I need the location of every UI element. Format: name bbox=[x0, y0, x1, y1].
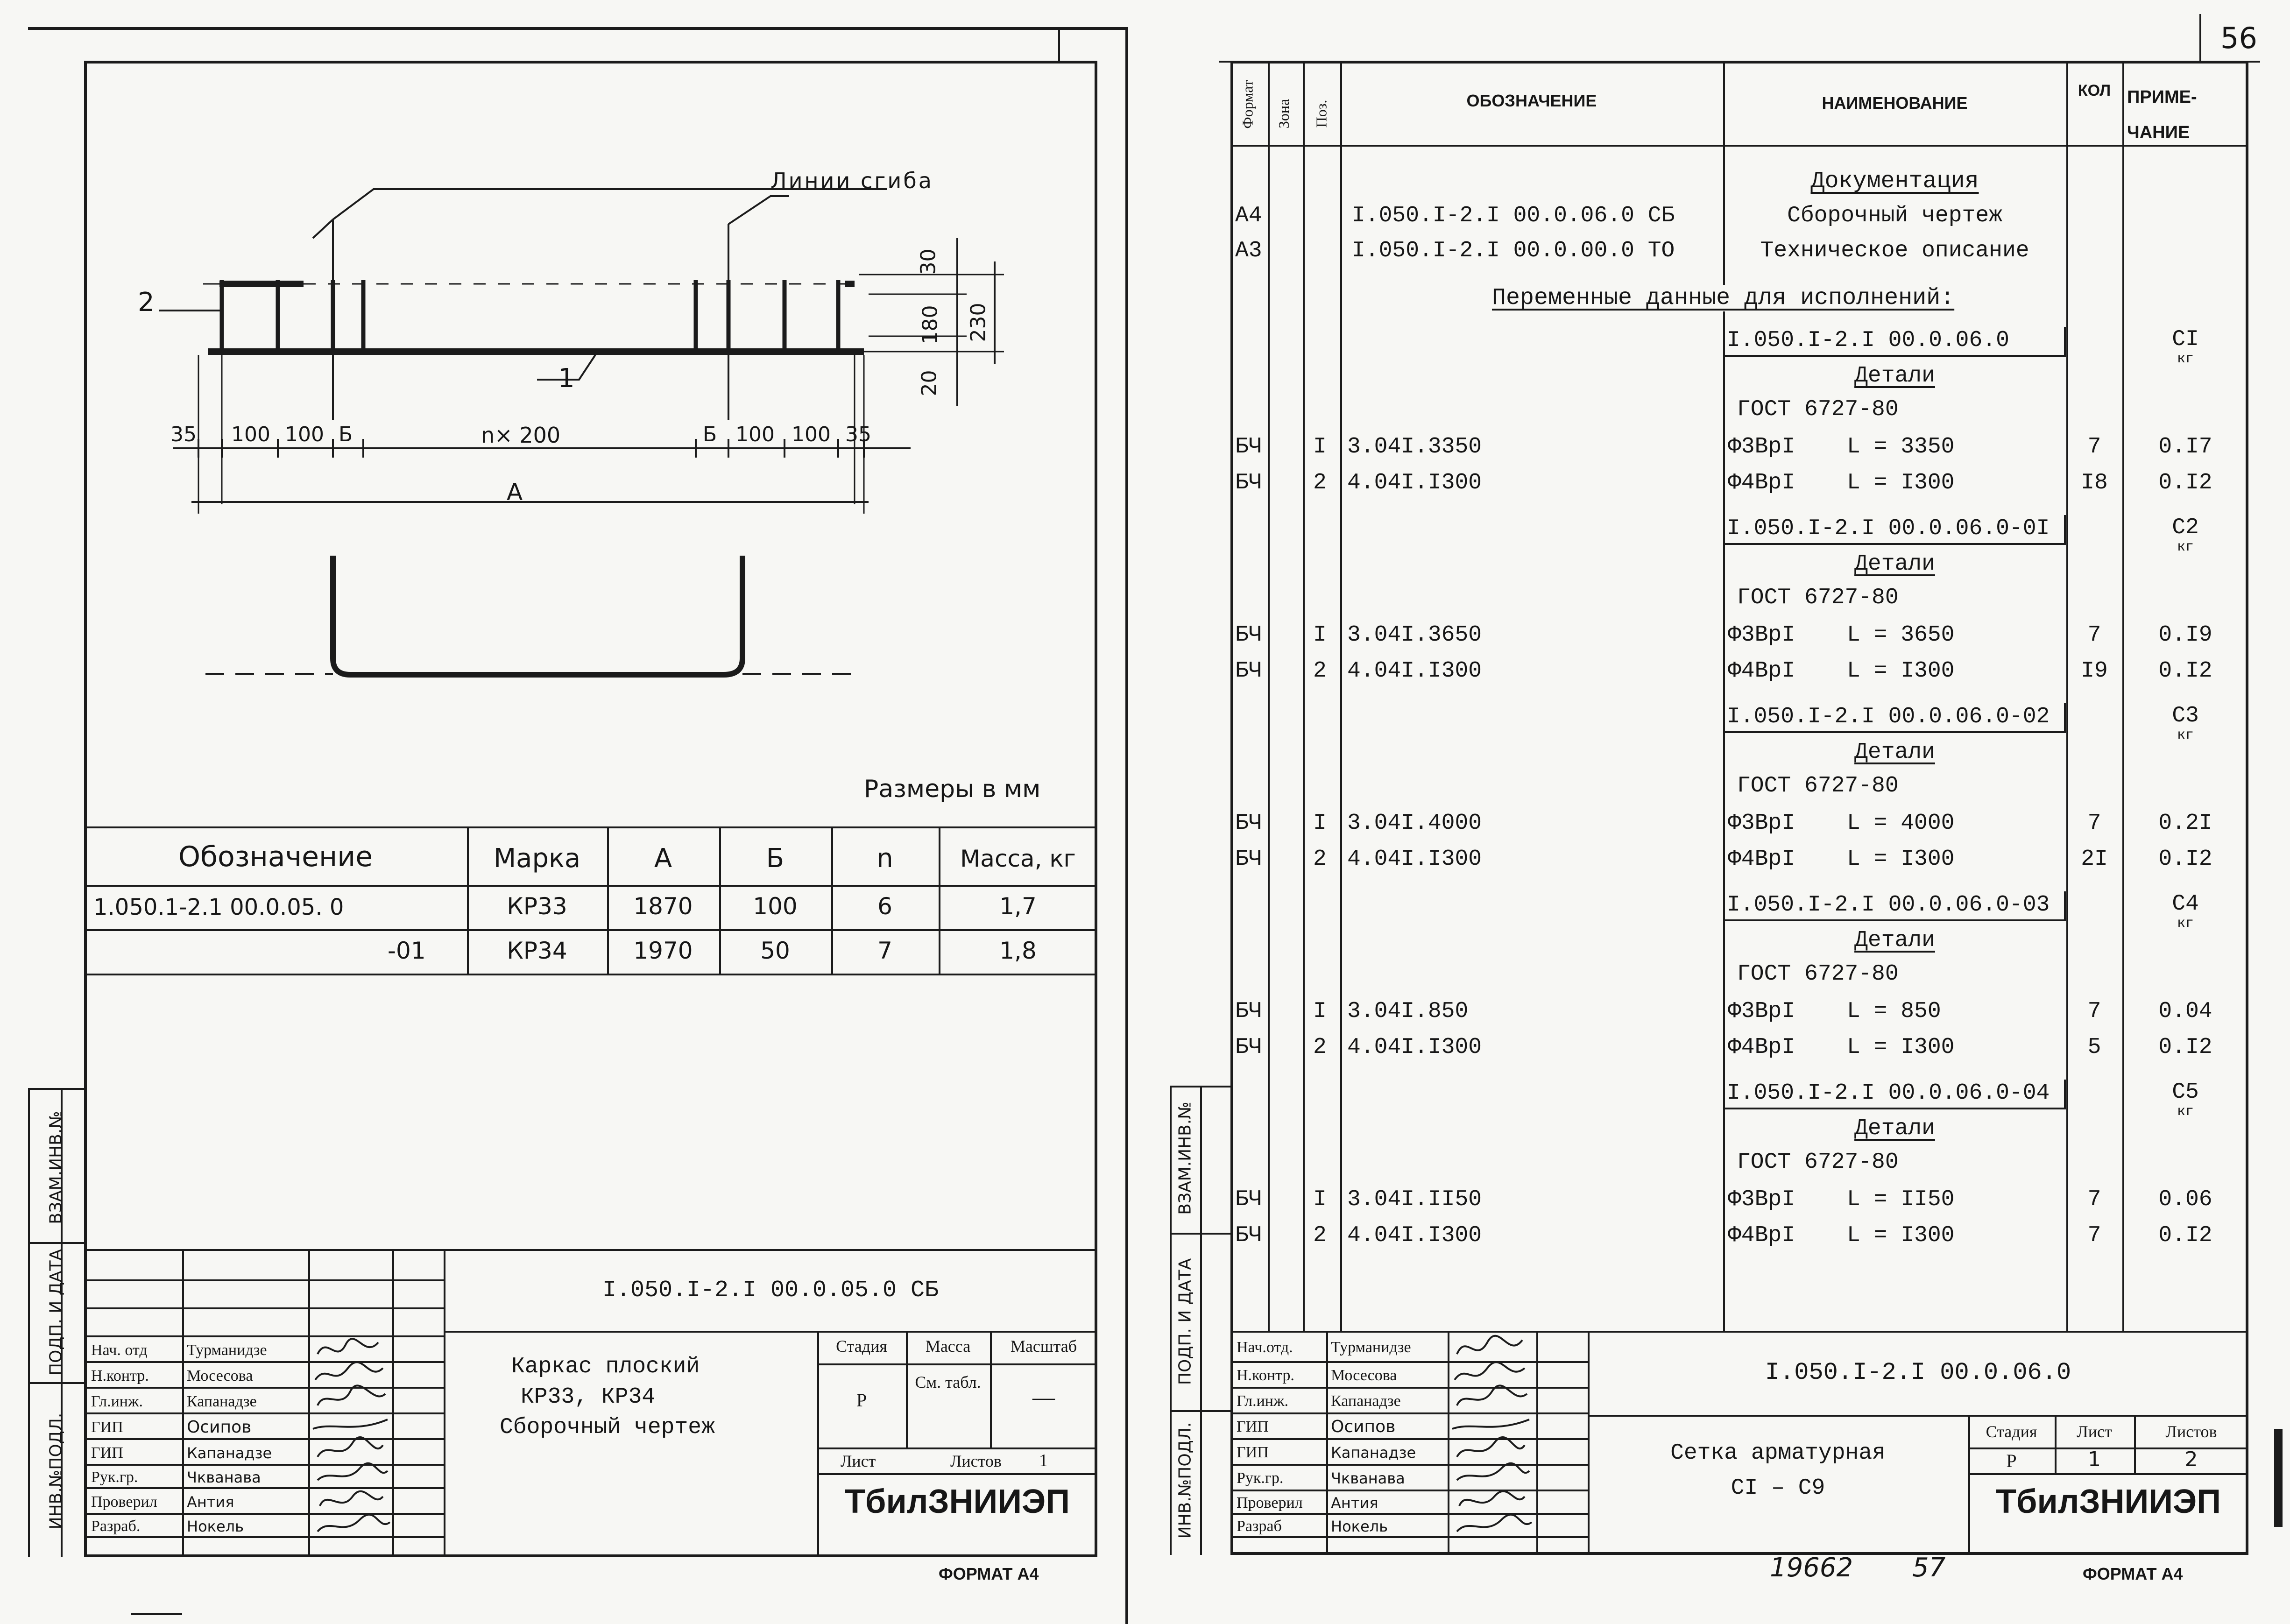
right-tb-role: Н.контр. bbox=[1237, 1367, 1294, 1384]
variant-gost: ГОСТ 6727-80 bbox=[1737, 1150, 1899, 1175]
dim-100-a: 100 bbox=[231, 423, 270, 446]
variant-code: I.050.I-2.I 00.0.06.0 bbox=[1727, 328, 2009, 353]
dim-35-right: 35 bbox=[845, 423, 871, 446]
variant-gost: ГОСТ 6727-80 bbox=[1737, 397, 1899, 422]
right-tb-sheets-label: Листов bbox=[2165, 1422, 2217, 1441]
dim-180: 180 bbox=[918, 305, 942, 345]
right-tb-stage: Р bbox=[2006, 1450, 2017, 1471]
left-tb-role: Н.контр. bbox=[91, 1367, 149, 1384]
bend-line-label: Линии сгиба bbox=[770, 168, 933, 193]
left-tb-stage-label: Стадия bbox=[836, 1337, 887, 1356]
variant-code: I.050.I-2.I 00.0.06.0-02 bbox=[1727, 704, 2050, 729]
item-note: 0.I2 bbox=[2158, 847, 2212, 872]
right-tb-stage-label: Стадия bbox=[1986, 1422, 2037, 1441]
variant-details: Детали bbox=[1854, 551, 1935, 577]
left-tb-name: Чкванава bbox=[187, 1469, 261, 1486]
left-tb-name-line: Сборочный чертеж bbox=[500, 1415, 715, 1440]
item-qty: 5 bbox=[2087, 1035, 2101, 1060]
col-header-qty: КОЛ bbox=[2078, 82, 2111, 99]
item-length: L = I300 bbox=[1847, 847, 1955, 872]
right-edge-mark bbox=[2274, 1429, 2283, 1527]
variant-details: Детали bbox=[1854, 363, 1935, 388]
left-tb-sheet-label: Лист bbox=[841, 1452, 876, 1470]
item-format: БЧ bbox=[1235, 470, 1262, 495]
left-tb-scale: — bbox=[1032, 1385, 1055, 1410]
item-pos: 2 bbox=[1313, 658, 1327, 684]
left-sheet-edge-tick bbox=[1058, 27, 1060, 62]
right-tb-name: Антия bbox=[1331, 1494, 1378, 1512]
bottom-number: 57 bbox=[1912, 1553, 1946, 1583]
table-header-designation: Обозначение bbox=[178, 840, 373, 873]
table-cell: 6 bbox=[877, 893, 892, 920]
left-tb-name: Антия bbox=[187, 1493, 234, 1511]
item-qty: 7 bbox=[2087, 434, 2101, 459]
dim-35-left: 35 bbox=[170, 423, 197, 446]
item-name: Ф4ВрI bbox=[1728, 1223, 1795, 1248]
right-tb-role: Рук.гр. bbox=[1237, 1469, 1284, 1487]
item-note: 0.I9 bbox=[2158, 622, 2212, 648]
left-tb-role: Нач. отд bbox=[91, 1342, 148, 1359]
table-cell: 7 bbox=[877, 937, 892, 964]
dim-100-c: 100 bbox=[735, 423, 775, 446]
item-name: Ф3ВрI bbox=[1728, 622, 1795, 648]
item-name: Ф3ВрI bbox=[1728, 1187, 1795, 1212]
item-format: БЧ bbox=[1235, 622, 1262, 648]
item-qty: 7 bbox=[2087, 1223, 2101, 1248]
variant-gost: ГОСТ 6727-80 bbox=[1737, 773, 1899, 798]
item-code: 4.04I.I300 bbox=[1347, 1223, 1482, 1248]
right-tb-name: Турманидзе bbox=[1331, 1339, 1411, 1356]
pos-label-2: 2 bbox=[138, 287, 155, 318]
item-note: 0.I7 bbox=[2158, 434, 2212, 459]
item-qty: I9 bbox=[2081, 658, 2108, 684]
left-sheet-top-edge bbox=[28, 27, 1125, 30]
table-cell: 1,7 bbox=[999, 893, 1037, 920]
table-cell: 100 bbox=[753, 893, 798, 920]
item-pos: I bbox=[1313, 1187, 1327, 1212]
table-cell: КР33 bbox=[507, 893, 567, 920]
item-format: БЧ bbox=[1235, 658, 1262, 684]
right-tb-name: Капанадзе bbox=[1331, 1444, 1416, 1462]
col-header-name: НАИМЕНОВАНИЕ bbox=[1822, 93, 1968, 113]
right-tb-role: ГИП bbox=[1237, 1418, 1269, 1435]
left-format-label: ФОРМАТ А4 bbox=[939, 1564, 1039, 1583]
left-tb-name: Капанадзе bbox=[187, 1444, 272, 1462]
table-cell: 1.050.1-2.1 00.0.05. 0 bbox=[93, 894, 344, 920]
item-pos: I bbox=[1313, 434, 1327, 459]
left-tb-role: Разраб. bbox=[91, 1518, 141, 1535]
left-tb-role: Проверил bbox=[91, 1493, 157, 1511]
left-tb-name: Нокель bbox=[187, 1518, 244, 1535]
right-tb-name: Осипов bbox=[1331, 1417, 1396, 1436]
pos-label-1: 1 bbox=[558, 363, 575, 394]
variant-note: C3 bbox=[2172, 703, 2199, 728]
table-header-a: А bbox=[654, 843, 672, 874]
doc-name: Техническое описание bbox=[1760, 238, 2029, 263]
item-length: L = 850 bbox=[1847, 999, 1941, 1024]
table-header-b: Б bbox=[766, 843, 785, 874]
item-qty: 7 bbox=[2087, 999, 2101, 1024]
right-tb-sheet-label: Лист bbox=[2077, 1422, 2112, 1441]
item-note: 0.2I bbox=[2158, 811, 2212, 836]
right-tb-role: Разраб bbox=[1237, 1518, 1282, 1535]
variant-gost: ГОСТ 6727-80 bbox=[1737, 961, 1899, 987]
item-format: БЧ bbox=[1235, 1187, 1262, 1212]
left-tb-role: ГИП bbox=[91, 1444, 123, 1462]
left-tb-name-line: Каркас плоский bbox=[511, 1354, 700, 1379]
dim-30: 30 bbox=[916, 248, 940, 275]
table-cell: 1970 bbox=[633, 937, 693, 964]
item-qty: 7 bbox=[2087, 622, 2101, 648]
dim-n-200: n× 200 bbox=[481, 423, 561, 448]
sheet-divider bbox=[1125, 27, 1128, 1624]
right-tb-sheets: 2 bbox=[2184, 1447, 2198, 1471]
doc-format: А4 bbox=[1235, 203, 1262, 228]
right-tb-sheet: 1 bbox=[2088, 1447, 2101, 1471]
item-name: Ф4ВрI bbox=[1728, 470, 1795, 495]
table-cell: 50 bbox=[760, 937, 790, 964]
units-note: Размеры в мм bbox=[864, 775, 1041, 803]
item-pos: I bbox=[1313, 999, 1327, 1024]
variant-code: I.050.I-2.I 00.0.06.0-0I bbox=[1727, 516, 2050, 541]
item-code: 3.04I.II50 bbox=[1347, 1187, 1482, 1212]
col-header-note: ПРИМЕ- ЧАНИЕ bbox=[2127, 87, 2197, 142]
item-code: 4.04I.I300 bbox=[1347, 1035, 1482, 1060]
left-tb-name-line: КР33, КР34 bbox=[521, 1384, 656, 1410]
left-tb-stage: Р bbox=[856, 1390, 867, 1411]
item-pos: 2 bbox=[1313, 847, 1327, 872]
margin-label-inv-podl: ИНВ.№ПОДЛ. bbox=[46, 1412, 66, 1530]
dim-20: 20 bbox=[917, 370, 941, 396]
variant-note: C2 bbox=[2172, 515, 2199, 540]
right-tb-name: Чкванава bbox=[1331, 1469, 1405, 1487]
item-length: L = 4000 bbox=[1847, 811, 1955, 836]
table-cell: -01 bbox=[388, 937, 426, 964]
item-note: 0.04 bbox=[2158, 999, 2212, 1024]
bottom-number: 19662 bbox=[1770, 1553, 1853, 1583]
item-name: Ф4ВрI bbox=[1728, 658, 1795, 684]
right-tb-role: ГИП bbox=[1237, 1444, 1269, 1461]
variant-unit: кг bbox=[2177, 1104, 2194, 1120]
item-qty: 7 bbox=[2087, 1187, 2101, 1212]
item-pos: 2 bbox=[1313, 470, 1327, 495]
table-cell: 1,8 bbox=[999, 937, 1037, 964]
doc-name: Сборочный чертеж bbox=[1787, 203, 2002, 228]
item-qty: 7 bbox=[2087, 811, 2101, 836]
margin-label-vzam-inv: ВЗАМ.ИНВ.№ bbox=[46, 1111, 66, 1224]
item-code: 4.04I.I300 bbox=[1347, 847, 1482, 872]
table-cell: 1870 bbox=[633, 893, 693, 920]
right-tb-role: Гл.инж. bbox=[1237, 1392, 1288, 1410]
item-code: 3.04I.3350 bbox=[1347, 434, 1482, 459]
item-code: 3.04I.3650 bbox=[1347, 622, 1482, 648]
overall-dim-a: А bbox=[507, 479, 523, 506]
right-tb-name: Мосесова bbox=[1331, 1367, 1397, 1384]
variant-gost: ГОСТ 6727-80 bbox=[1737, 585, 1899, 610]
right-tb-name-line: CI – C9 bbox=[1731, 1476, 1825, 1501]
item-name: Ф4ВрI bbox=[1728, 1035, 1795, 1060]
doc-code: I.050.I-2.I 00.0.00.0 ТО bbox=[1352, 238, 1675, 263]
left-tb-mass: См. табл. bbox=[915, 1373, 981, 1391]
left-tb-code: I.050.I-2.I 00.0.05.0 СБ bbox=[602, 1277, 939, 1304]
item-pos: I bbox=[1313, 811, 1327, 836]
variant-details: Детали bbox=[1854, 1116, 1935, 1141]
item-length: L = II50 bbox=[1847, 1187, 1955, 1212]
item-note: 0.I2 bbox=[2158, 658, 2212, 684]
margin-label-podp-data: ПОДП. И ДАТА bbox=[46, 1249, 66, 1376]
variant-note: CI bbox=[2172, 327, 2199, 352]
item-length: L = I300 bbox=[1847, 658, 1955, 684]
item-format: БЧ bbox=[1235, 999, 1262, 1024]
col-header-format: Формат bbox=[1239, 80, 1256, 129]
item-name: Ф3ВрI bbox=[1728, 811, 1795, 836]
item-code: 4.04I.I300 bbox=[1347, 470, 1482, 495]
dim-100-b: 100 bbox=[285, 423, 324, 446]
item-format: БЧ bbox=[1235, 1035, 1262, 1060]
item-qty: I8 bbox=[2081, 470, 2108, 495]
variant-unit: кг bbox=[2177, 727, 2194, 743]
margin-label-podp-data: ПОДП. И ДАТА bbox=[1175, 1258, 1195, 1385]
right-tb-code: I.050.I-2.I 00.0.06.0 bbox=[1765, 1359, 2071, 1386]
item-code: 3.04I.850 bbox=[1347, 999, 1469, 1024]
item-name: Ф3ВрI bbox=[1728, 999, 1795, 1024]
variable-data-heading: Переменные данные для исполнений: bbox=[1492, 285, 1955, 311]
table-cell: КР34 bbox=[507, 937, 567, 964]
margin-label-inv-podl: ИНВ.№ПОДЛ. bbox=[1175, 1422, 1195, 1539]
dim-b-left: Б bbox=[339, 423, 353, 446]
variant-unit: кг bbox=[2177, 351, 2194, 367]
margin-label-vzam-inv: ВЗАМ.ИНВ.№ bbox=[1175, 1101, 1195, 1215]
variant-note: C5 bbox=[2172, 1080, 2199, 1105]
col-header-designation: ОБОЗНАЧЕНИЕ bbox=[1466, 91, 1597, 110]
item-format: БЧ bbox=[1235, 847, 1262, 872]
item-format: БЧ bbox=[1235, 434, 1262, 459]
table-header-n: n bbox=[876, 843, 893, 874]
doc-code: I.050.I-2.I 00.0.06.0 СБ bbox=[1352, 203, 1675, 228]
right-tb-organization: ТбилЗНИИЭП bbox=[1995, 1483, 2221, 1520]
left-tb-name: Капанадзе bbox=[187, 1393, 257, 1410]
right-signatures bbox=[1448, 1333, 1536, 1539]
variant-details: Детали bbox=[1854, 740, 1935, 765]
item-pos: 2 bbox=[1313, 1035, 1327, 1060]
col-header-zone: Зона bbox=[1275, 99, 1293, 129]
left-tb-scale-label: Масштаб bbox=[1010, 1337, 1077, 1356]
left-tb-name: Осипов bbox=[187, 1418, 252, 1437]
page-number: 56 bbox=[2220, 21, 2257, 55]
left-tb-role: Рук.гр. bbox=[91, 1469, 138, 1486]
item-length: L = 3650 bbox=[1847, 622, 1955, 648]
variant-unit: кг bbox=[2177, 539, 2194, 555]
left-tb-role: ГИП bbox=[91, 1419, 123, 1436]
left-tb-name: Мосесова bbox=[187, 1367, 253, 1384]
item-name: Ф3ВрI bbox=[1728, 434, 1795, 459]
item-code: 4.04I.I300 bbox=[1347, 658, 1482, 684]
item-note: 0.I2 bbox=[2158, 1223, 2212, 1248]
col-header-pos: Поз. bbox=[1313, 99, 1330, 128]
right-tb-role: Проверил bbox=[1237, 1494, 1303, 1511]
doc-format: А3 bbox=[1235, 238, 1262, 263]
item-qty: 2I bbox=[2081, 847, 2108, 872]
item-length: L = 3350 bbox=[1847, 434, 1955, 459]
item-length: L = I300 bbox=[1847, 470, 1955, 495]
item-length: L = I300 bbox=[1847, 1223, 1955, 1248]
table-header-mass: Масса, кг bbox=[960, 845, 1076, 872]
left-tb-mass-label: Масса bbox=[925, 1337, 971, 1356]
item-pos: 2 bbox=[1313, 1223, 1327, 1248]
variant-note: C4 bbox=[2172, 891, 2199, 917]
dim-230: 230 bbox=[966, 303, 990, 342]
right-format-label: ФОРМАТ А4 bbox=[2083, 1564, 2183, 1583]
table-header-mark: Марка bbox=[493, 843, 581, 874]
item-length: L = I300 bbox=[1847, 1035, 1955, 1060]
left-tb-sheets: 1 bbox=[1039, 1451, 1048, 1470]
right-tb-name: Капанадзе bbox=[1331, 1392, 1401, 1410]
left-tb-name: Турманидзе bbox=[187, 1342, 267, 1359]
variant-unit: кг bbox=[2177, 916, 2194, 932]
item-format: БЧ bbox=[1235, 811, 1262, 836]
variant-details: Детали bbox=[1854, 928, 1935, 953]
item-name: Ф4ВрI bbox=[1728, 847, 1795, 872]
left-signatures bbox=[308, 1335, 392, 1541]
left-tb-organization: ТбилЗНИИЭП bbox=[844, 1483, 1070, 1520]
section-documentation: Документация bbox=[1810, 168, 1979, 195]
variant-code: I.050.I-2.I 00.0.06.0-04 bbox=[1727, 1080, 2050, 1106]
left-tb-sheets-label: Листов bbox=[950, 1452, 1002, 1470]
item-code: 3.04I.4000 bbox=[1347, 811, 1482, 836]
right-tb-name: Нокель bbox=[1331, 1518, 1388, 1535]
item-note: 0.06 bbox=[2158, 1187, 2212, 1212]
dim-100-d: 100 bbox=[792, 423, 831, 446]
right-tb-name-line: Сетка арматурная bbox=[1670, 1440, 1886, 1466]
right-tb-role: Нач.отд. bbox=[1237, 1339, 1293, 1356]
item-format: БЧ bbox=[1235, 1223, 1262, 1248]
left-tb-role: Гл.инж. bbox=[91, 1393, 143, 1410]
item-pos: I bbox=[1313, 622, 1327, 648]
item-note: 0.I2 bbox=[2158, 1035, 2212, 1060]
item-note: 0.I2 bbox=[2158, 470, 2212, 495]
dim-b-right: Б bbox=[703, 423, 717, 446]
variant-code: I.050.I-2.I 00.0.06.0-03 bbox=[1727, 892, 2050, 918]
